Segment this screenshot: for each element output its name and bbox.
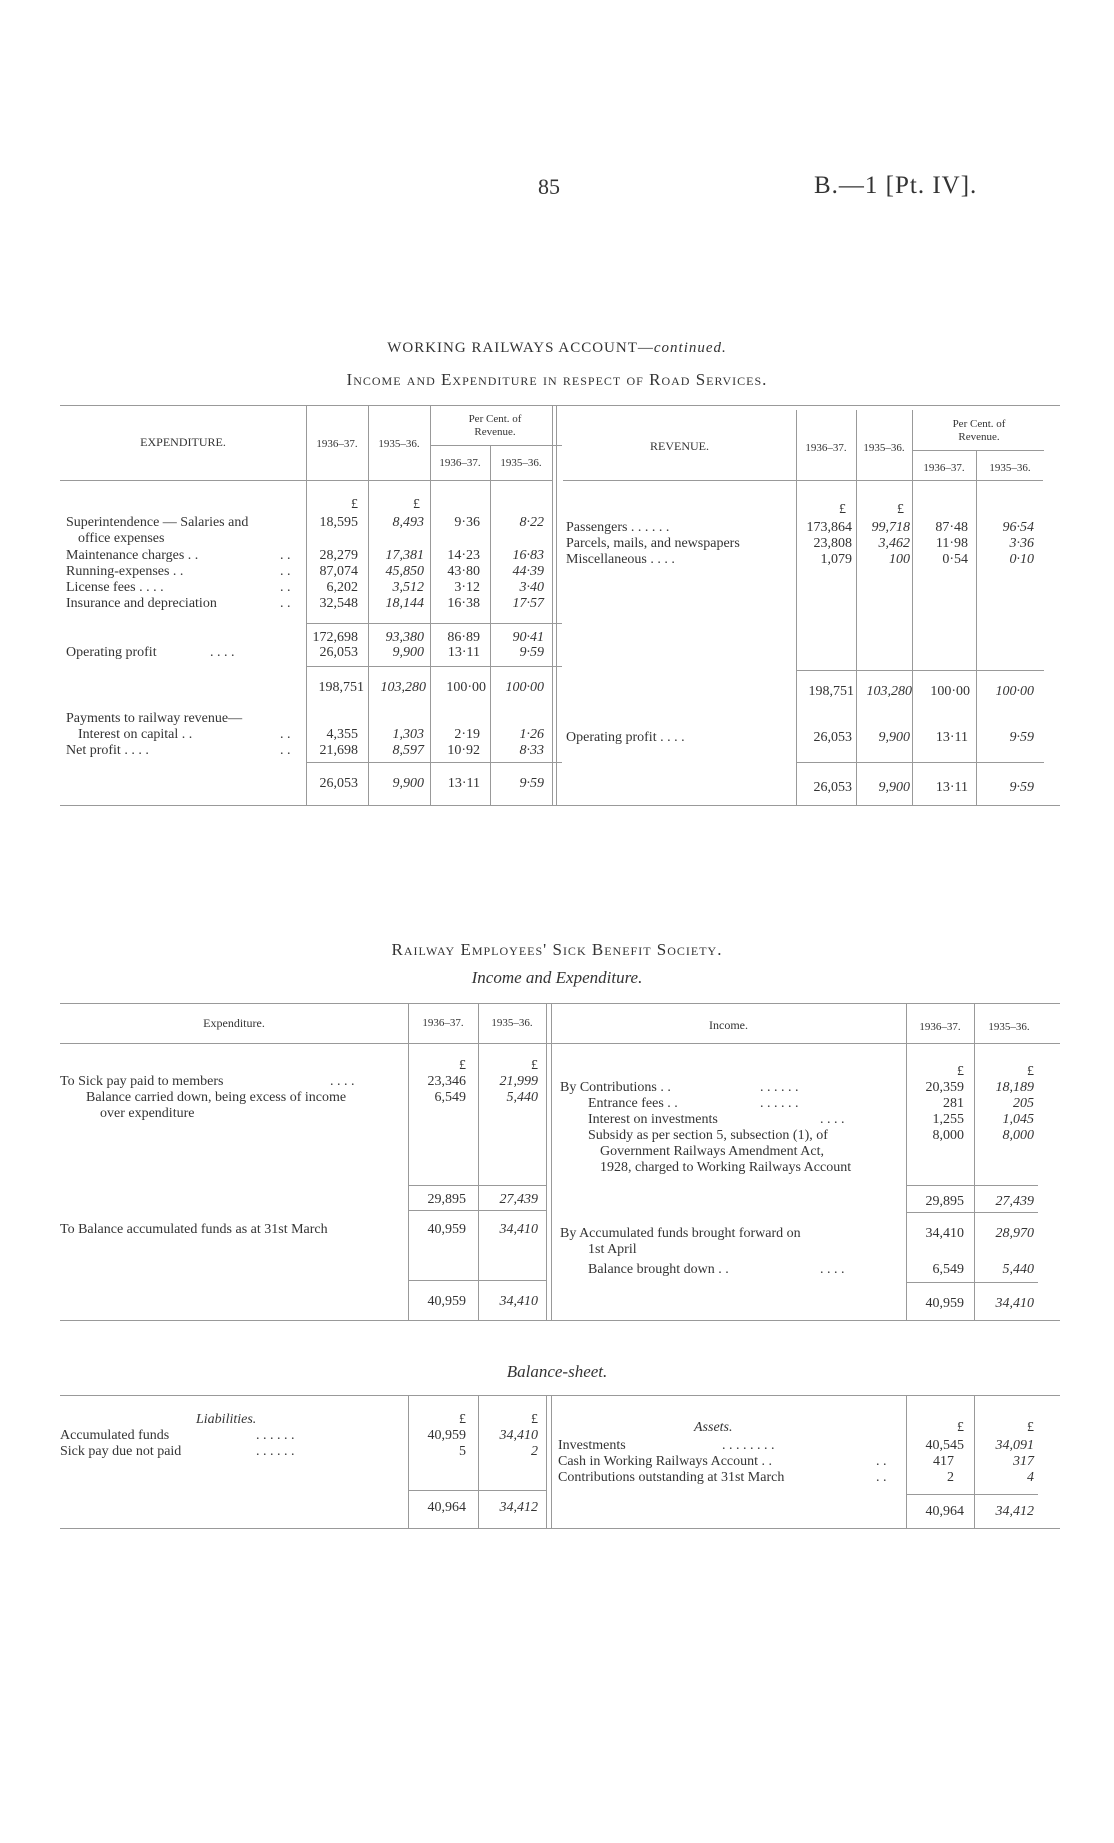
leader-dots: . . . . . . . . <box>722 1438 775 1453</box>
sick-exp-balance-label: To Balance accumulated funds as at 31st March <box>60 1222 328 1237</box>
sick-inc-label: By Contributions . . <box>560 1080 671 1095</box>
asset-value: 40,545 <box>925 1438 964 1453</box>
road-rev-pct: 0·54 <box>942 552 968 567</box>
road-rev-col-1935: 1935–36. <box>863 442 905 454</box>
road-rev-pct: 0·10 <box>1009 552 1034 567</box>
leader-dots: . . <box>280 564 291 579</box>
road-exp-subtotal-pct: 90·41 <box>512 630 544 645</box>
road-exp-percent-header: Per Cent. of Revenue. <box>468 413 522 438</box>
sick-inc-label: Entrance fees . . <box>588 1096 678 1111</box>
road-exp-pct: 16·83 <box>512 548 544 563</box>
liabilities-label: Liabilities. <box>196 1412 257 1427</box>
road-exp-pct: 3·12 <box>454 580 480 595</box>
road-rev-op-profit-label: Operating profit . . . . <box>566 730 685 745</box>
road-pay-pct: 1·26 <box>519 727 544 742</box>
road-rev-value: 173,864 <box>806 520 852 535</box>
sick-inc-total: 29,895 <box>925 1194 964 1209</box>
road-exp-total: 198,751 <box>318 680 364 695</box>
asset-total: 34,412 <box>995 1504 1034 1519</box>
road-exp-pct-1936: 1936–37. <box>439 457 481 469</box>
road-pay-pct: 2·19 <box>454 727 480 742</box>
leader-dots: . . . . <box>330 1074 355 1089</box>
road-exp-label: Superintendence — Salaries and <box>66 515 249 530</box>
road-rev-label: Parcels, mails, and newspapers <box>566 536 740 551</box>
sick-exp-label-cont: over expenditure <box>100 1106 195 1121</box>
liab-value: 40,959 <box>427 1428 466 1443</box>
road-exp-op-profit-pct: 9·59 <box>519 645 544 660</box>
sick-inc-value: 1,045 <box>1002 1112 1034 1127</box>
sick-exp-label: Balance carried down, being excess of income <box>86 1090 347 1105</box>
road-exp-value: 8,493 <box>392 515 424 530</box>
road-rev-value: 1,079 <box>820 552 852 567</box>
road-rev-total: 103,280 <box>866 684 912 699</box>
road-rev-op-profit: 9,900 <box>878 730 910 745</box>
currency-mark: £ <box>957 1064 964 1079</box>
road-payments-heading: Payments to railway revenue— <box>66 711 243 726</box>
sick-inc-label-cont: 1928, charged to Working Railways Account <box>600 1160 852 1175</box>
road-rev-pct: 11·98 <box>935 536 968 551</box>
road-rev-col-1936: 1936–37. <box>805 442 847 454</box>
road-pay-label: Interest on capital . . <box>78 727 193 742</box>
sick-title: Railway Employees' Sick Benefit Society. <box>391 940 723 959</box>
liab-value: 34,410 <box>499 1428 538 1443</box>
road-exp-value: 3,512 <box>392 580 424 595</box>
sick-exp-value: 6,549 <box>434 1090 466 1105</box>
sick-inc-total: 27,439 <box>995 1194 1034 1209</box>
currency-mark: £ <box>459 1412 466 1427</box>
leader-dots: . . . . . . <box>760 1096 799 1111</box>
sick-inc-accum: 34,410 <box>925 1226 964 1241</box>
road-pay-value: 4,355 <box>326 727 358 742</box>
leader-dots: . . . . <box>820 1262 845 1277</box>
road-exp-value: 17,381 <box>385 548 424 563</box>
road-pay-pct: 8·33 <box>519 743 544 758</box>
sick-inc-col-1936: 1936–37. <box>919 1021 961 1033</box>
road-exp-value: 6,202 <box>326 580 358 595</box>
road-exp-col-1935: 1935–36. <box>378 438 420 450</box>
asset-total: 40,964 <box>925 1504 964 1519</box>
sick-subtitle: Income and Expenditure. <box>471 968 643 987</box>
sick-inc-total2: 40,959 <box>925 1296 964 1311</box>
liab-total: 34,412 <box>499 1500 538 1515</box>
liab-total: 40,964 <box>427 1500 466 1515</box>
asset-value: 34,091 <box>995 1438 1034 1453</box>
road-exp-total: 103,280 <box>380 680 426 695</box>
leader-dots: . . . . . . <box>256 1444 295 1459</box>
road-rev-label: Passengers . . . . . . <box>566 520 670 535</box>
asset-value: 317 <box>1013 1454 1034 1469</box>
road-rev-pct-1936: 1936–37. <box>923 462 965 474</box>
liab-label: Sick pay due not paid <box>60 1444 182 1459</box>
road-rev-value: 100 <box>889 552 910 567</box>
road-pay-value: 21,698 <box>319 743 358 758</box>
sick-inc-value: 1,255 <box>932 1112 964 1127</box>
sick-inc-value: 18,189 <box>995 1080 1034 1095</box>
road-subtitle: Income and Expenditure in respect of Road Services. <box>346 370 768 389</box>
sick-inc-value: 281 <box>943 1096 964 1111</box>
sick-inc-bal-down-label: Balance brought down . . <box>588 1262 729 1277</box>
leader-dots: . . <box>280 743 291 758</box>
sick-inc-label: Subsidy as per section 5, subsection (1), of <box>588 1128 828 1143</box>
road-exp-value: 18,144 <box>385 596 424 611</box>
road-exp-value: 45,850 <box>385 564 424 579</box>
sick-inc-accum: 28,970 <box>995 1226 1034 1241</box>
road-exp-pct-1935: 1935–36. <box>500 457 542 469</box>
leader-dots: . . <box>280 548 291 563</box>
road-exp-value: 28,279 <box>319 548 358 563</box>
sick-inc-bal-down: 6,549 <box>932 1262 964 1277</box>
road-title: WORKING RAILWAYS ACCOUNT—continued. <box>387 340 727 356</box>
road-rev-percent-header: Per Cent. of Revenue. <box>952 418 1006 443</box>
road-exp-op-profit-pct: 13·11 <box>447 645 480 660</box>
sick-exp-col-1935: 1935–36. <box>491 1017 533 1029</box>
road-exp-subtotal: 172,698 <box>312 630 358 645</box>
road-exp-pct: 16·38 <box>447 596 480 611</box>
road-exp-col-1936: 1936–37. <box>316 438 358 450</box>
sick-inc-total2: 34,410 <box>995 1296 1034 1311</box>
page-number: 85 <box>538 174 560 199</box>
asset-value: 4 <box>1027 1470 1034 1485</box>
leader-dots: . . <box>280 580 291 595</box>
road-pay-pct: 10·92 <box>447 743 480 758</box>
road-exp-value: 87,074 <box>319 564 358 579</box>
leader-dots: . . . . . . <box>760 1080 799 1095</box>
road-exp-op-profit: 26,053 <box>319 645 358 660</box>
road-rev-total-pct: 100·00 <box>995 684 1034 699</box>
asset-label: Investments <box>558 1438 626 1453</box>
road-rev-label: Miscellaneous . . . . <box>566 552 675 567</box>
liab-value: 2 <box>531 1444 538 1459</box>
road-exp-subtotal-pct: 86·89 <box>447 630 480 645</box>
assets-label: Assets. <box>694 1420 733 1435</box>
sick-exp-value: 23,346 <box>427 1074 466 1089</box>
road-rev-header: REVENUE. <box>650 439 709 453</box>
road-rev-value: 3,462 <box>878 536 910 551</box>
sick-inc-value: 205 <box>1013 1096 1034 1111</box>
road-rev-total2: 26,053 <box>813 780 852 795</box>
road-pay-value: 1,303 <box>392 727 424 742</box>
sick-inc-bal-down: 5,440 <box>1002 1262 1034 1277</box>
road-exp-pct: 43·80 <box>447 564 480 579</box>
asset-value: 417 <box>933 1454 954 1469</box>
road-exp-label-cont: office expenses <box>78 531 165 546</box>
road-exp-pct: 14·23 <box>447 548 480 563</box>
asset-label: Cash in Working Railways Account . . <box>558 1454 773 1469</box>
road-exp-pct: 44·39 <box>512 564 544 579</box>
balance-title: Balance-sheet. <box>506 1362 608 1381</box>
road-pay-total-pct: 13·11 <box>447 776 480 791</box>
sick-inc-label: Interest on investments <box>588 1112 718 1127</box>
currency-mark: £ <box>531 1058 538 1073</box>
road-rev-total2: 9,900 <box>878 780 910 795</box>
road-exp-subtotal: 93,380 <box>385 630 424 645</box>
road-exp-header: EXPENDITURE. <box>140 435 226 449</box>
road-pay-value: 8,597 <box>392 743 424 758</box>
road-exp-label: Running-expenses . . <box>66 564 184 579</box>
currency-mark: £ <box>897 502 904 517</box>
leader-dots: . . <box>876 1454 887 1469</box>
sick-inc-value: 8,000 <box>1002 1128 1034 1143</box>
road-pay-total: 26,053 <box>319 776 358 791</box>
road-exp-value: 32,548 <box>319 596 358 611</box>
sick-exp-label: To Sick pay paid to members <box>60 1074 224 1089</box>
sick-inc-value: 8,000 <box>932 1128 964 1143</box>
road-rev-pct: 96·54 <box>1002 520 1034 535</box>
sick-exp-value: 5,440 <box>506 1090 538 1105</box>
road-exp-pct: 8·22 <box>519 515 544 530</box>
sick-exp-header: Expenditure. <box>203 1016 265 1030</box>
road-exp-pct: 3·40 <box>519 580 544 595</box>
leader-dots: . . <box>876 1470 887 1485</box>
road-rev-total: 198,751 <box>808 684 854 699</box>
sick-inc-value: 20,359 <box>925 1080 964 1095</box>
currency-mark: £ <box>1027 1420 1034 1435</box>
document-reference: B.—1 [Pt. IV]. <box>814 172 978 199</box>
sick-inc-accum-label-cont: 1st April <box>588 1242 637 1257</box>
currency-mark: £ <box>531 1412 538 1427</box>
asset-label: Contributions outstanding at 31st March <box>558 1470 785 1485</box>
sick-inc-accum-label: By Accumulated funds brought forward on <box>560 1226 801 1241</box>
liab-value: 5 <box>459 1444 466 1459</box>
sick-exp-total2: 40,959 <box>427 1294 466 1309</box>
road-rev-pct: 3·36 <box>1009 536 1034 551</box>
asset-value: 2 <box>947 1470 954 1485</box>
sick-exp-balance: 34,410 <box>499 1222 538 1237</box>
road-rev-value: 23,808 <box>813 536 852 551</box>
currency-mark: £ <box>1027 1064 1034 1079</box>
road-rev-op-profit-pct: 13·11 <box>935 730 968 745</box>
sick-exp-col-1936: 1936–37. <box>422 1017 464 1029</box>
road-exp-pct: 17·57 <box>512 596 544 611</box>
sick-exp-total2: 34,410 <box>499 1294 538 1309</box>
road-exp-label: Maintenance charges . . <box>66 548 199 563</box>
road-rev-pct: 87·48 <box>935 520 968 535</box>
road-exp-total-pct: 100·00 <box>446 680 486 695</box>
leader-dots: . . <box>280 727 291 742</box>
road-exp-label: Insurance and depreciation <box>66 596 217 611</box>
road-exp-value: 18,595 <box>319 515 358 530</box>
road-pay-total: 9,900 <box>392 776 424 791</box>
leader-dots: . . . . <box>820 1112 845 1127</box>
road-rev-op-profit-pct: 9·59 <box>1009 730 1034 745</box>
road-rev-total-pct: 100·00 <box>930 684 970 699</box>
road-exp-total-pct: 100·00 <box>505 680 544 695</box>
leader-dots: . . <box>280 596 291 611</box>
sick-inc-header: Income. <box>709 1018 748 1032</box>
sick-inc-col-1935: 1935–36. <box>988 1021 1030 1033</box>
currency-mark: £ <box>351 497 358 512</box>
sick-exp-total: 29,895 <box>427 1192 466 1207</box>
sick-inc-label-cont: Government Railways Amendment Act, <box>600 1144 824 1159</box>
currency-mark: £ <box>839 502 846 517</box>
liab-label: Accumulated funds <box>60 1428 170 1443</box>
currency-mark: £ <box>459 1058 466 1073</box>
currency-mark: £ <box>957 1420 964 1435</box>
road-exp-label: License fees . . . . <box>66 580 164 595</box>
road-pay-label: Net profit . . . . <box>66 743 149 758</box>
sick-exp-value: 21,999 <box>499 1074 538 1089</box>
currency-mark: £ <box>413 497 420 512</box>
road-pay-total-pct: 9·59 <box>519 776 544 791</box>
road-rev-total2-pct: 13·11 <box>935 780 968 795</box>
road-exp-pct: 9·36 <box>454 515 480 530</box>
sick-exp-balance: 40,959 <box>427 1222 466 1237</box>
road-rev-pct-1935: 1935–36. <box>989 462 1031 474</box>
road-rev-total2-pct: 9·59 <box>1009 780 1034 795</box>
road-exp-op-profit-label: Operating profit <box>66 645 157 660</box>
road-rev-value: 99,718 <box>871 520 910 535</box>
road-exp-op-profit: 9,900 <box>392 645 424 660</box>
leader-dots: . . . . <box>210 645 235 660</box>
sick-exp-total: 27,439 <box>499 1192 538 1207</box>
leader-dots: . . . . . . <box>256 1428 295 1443</box>
road-rev-op-profit: 26,053 <box>813 730 852 745</box>
